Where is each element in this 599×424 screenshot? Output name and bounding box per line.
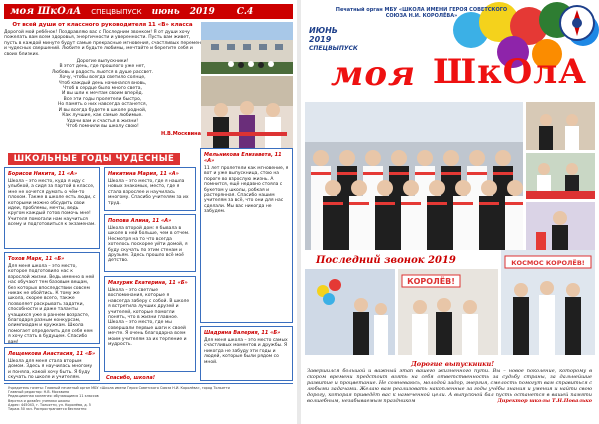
wish-text: Дорогой мой ребёнок! Поздравляю вас с Последним звонком! Я от души хочу пожелать вам всем здоровья, энергичности и уверенности. Пусть вам живет, пусть в каждой минуте будут самые прекрасные мгновения, счастливых перемен и чудесных свершений. Любите и будьте любимы, мечтайте и берегите себя и своих близких.: [4, 30, 201, 57]
imprint-lines: [8, 386, 289, 411]
issue-month: ИЮНЬ: [309, 26, 338, 35]
graduate-sash: [323, 202, 343, 205]
side-photo-3-image: [526, 202, 595, 250]
card-popova: [104, 214, 196, 272]
card-text: Школа – это место, куда я иду с улыбкой, а сидя за партой в классе, мне не хочется думать о чём-то плохом. Также в школе есть люди, с которыми можно обсудить свои идеи, проблемы, мечты, ведь кругом каждый готов помочь мне! Учителя помогали нам научиться всему и подготовиться к экзаменам.: [8, 179, 96, 228]
graduates-group-image: [305, 102, 523, 250]
graduate-head: [391, 150, 407, 166]
imprint: [4, 383, 293, 421]
card-tokhov: [4, 252, 100, 344]
message-text: Завершился большой и важный этап вашего жизненного пути. Вы – новое поколение, которому в скором времени предстоит взять на себя ответственность за судьбу страны, за дальнейшие развитие и процветание. Не сомневаюсь, молодой задор, энергия, смелость помогут вам справиться с любыми задачами. Желаю вам реализовать накопленные за годы учёбы знания и умения и найти свою дорогу, которая приведёт вас к намеченной цели. А выпускной бал пусть останется в вашей памяти волшебным, незабываемым праздником: [307, 368, 592, 404]
masthead: [331, 46, 599, 106]
graduate-head: [455, 180, 471, 196]
bottom-photo-3-image: [501, 250, 595, 355]
graduate-sash: [401, 202, 421, 205]
card-leshchenkova: [4, 347, 100, 381]
bottom-photo-1-image: [305, 269, 395, 355]
right-page: [301, 0, 599, 424]
graduate-sash: [441, 172, 461, 175]
photo-bottom-1: [305, 269, 395, 355]
last-bell-title: Последний звонок 2019: [316, 255, 456, 266]
graduate-sash: [479, 202, 499, 205]
card-text: Школа – это светлые воспоминания, которые я навсегда заберу с собой. В школе я встретила лучших друзей и учителей, которые помогли понять, что в жизни главное. Школа – это место, где мы совершали первые шаги к своей мечте. Я очень благодарна всем моим учителям за их терпение и мудрость.: [108, 288, 190, 348]
banner-kosmos: КОСМОС КОРОЛЁВ!: [511, 259, 585, 267]
imprint-line: Главный редактор: Н.В. Москвина: [8, 390, 70, 395]
bottom-photo-2-image: [398, 269, 498, 355]
photo-side-2: [526, 153, 595, 199]
card-name: Тохов Марк, 11 «Б»: [8, 256, 65, 262]
left-header: [4, 4, 293, 19]
graduate-sash: [337, 172, 357, 175]
poem-line: И вы всегда будете в школе родной,: [58, 107, 147, 113]
imprint-line: Учредитель газеты: Главный печатный орган МБУ «Школа имени Героя Советского Союза Н.И. Королёва», город Тольятти: [8, 386, 230, 390]
graduate-head: [339, 150, 355, 166]
card-text: Для меня школа – это место самых счастливых моментов и дружбы. Я никогда не забуду эти годы и людей, которые были рядом со мной.: [204, 338, 288, 365]
poem-line: Дорогие выпускники!: [76, 59, 129, 65]
graduate-sash: [427, 202, 447, 205]
imprint-line: Адрес: 445043, г. Тольятти, ул. Королёва, д. 5: [8, 402, 91, 407]
graduate-head: [313, 150, 329, 166]
card-name: Мазурик Екатерина, 11 «Б»: [108, 280, 188, 286]
graduate-sash: [375, 202, 395, 205]
issue-year: 2019: [309, 35, 332, 44]
card-text: 11 лет пролетели как мгновение, я вот и уже выпускница, стою на пороге во взрослую жизнь. А помнится, ещё недавно стояла с букетом у школы, робкая и растерянная. Спасибо нашим учителям за всё, что они для нас сделали. Мы вас никогда не забудем.: [204, 166, 289, 215]
poem-line: Чтоб в сердце было много света,: [63, 86, 142, 92]
graduate-sash: [453, 202, 473, 205]
organ-line: Печатный орган МБУ «ШКОЛА ИМЕНИ ГЕРОЯ СОВЕТСКОГО СОЮЗА Н.И. КОРОЛЁВА»: [335, 7, 508, 19]
photo-bottom-3: [501, 250, 595, 355]
banner-korolev: КОРОЛЁВ!: [407, 277, 455, 286]
card-mazurik: [104, 276, 196, 372]
header-month: июнь: [151, 6, 180, 17]
poem-line: Удачи вам и счастья в жизни!: [66, 118, 139, 124]
imprint-line: Верстка и дизайн: ученики школы: [8, 398, 70, 403]
left-page: [0, 0, 297, 424]
card-text: Школа для меня стала вторым домом. Здесь я научилась многому и поняла, какой хочу быть. Я буду скучать по школе и учителям.: [8, 359, 93, 381]
poem-line: Хочу, чтобы всегда светило солнце,: [59, 75, 146, 81]
header-page: С.4: [236, 6, 254, 17]
school-building-image: [201, 22, 293, 74]
graduate-sash: [493, 172, 513, 175]
graduate-head: [351, 180, 367, 196]
card-nikitina: [104, 167, 196, 211]
director-signature: Директор школы Т.Н.Повалько: [497, 398, 592, 404]
section-band: ШКОЛЬНЫЕ ГОДЫ ЧУДЕСНЫЕ: [8, 153, 180, 165]
graduate-head: [469, 150, 485, 166]
card-borisov: [4, 167, 100, 249]
poem-line: Чтоб каждый день начинался вновь,: [58, 80, 147, 86]
poem-line: В этот день, где прошлого уже нет,: [59, 64, 146, 70]
graduate-sash: [467, 172, 487, 175]
card-melnikova: [200, 148, 293, 323]
card-shadrina: [200, 326, 293, 381]
director-message: [307, 368, 592, 404]
graduate-sash: [415, 172, 435, 175]
graduate-head: [365, 150, 381, 166]
poem-line: Как лучшие, как самые любимые.: [62, 113, 143, 119]
school-emblem-icon: [559, 4, 595, 42]
wish-poem: [4, 59, 201, 129]
graduate-sash: [363, 172, 383, 175]
imprint-line: Тираж 50 экз. Распространяется бесплатно: [8, 407, 87, 412]
graduate-sash: [311, 172, 331, 175]
photo-teacher-students: [201, 76, 293, 148]
greeting: Дорогие выпускники!: [411, 360, 495, 368]
photo-bottom-2: [398, 269, 498, 355]
card-text: Для меня школа – это место, которое подготовило нас к взрослой жизни. Ведь именно в ней нас обучают тем базовым вещам, без которых впоследствии совсем никак не обойтись. К тому же школа, скорее всего, также позволяет раскрывать задатки, способности и даже таланты учащихся уже в раннем возрасте, благодаря разным конкурсам, олимпиадам и кружкам. Школа помогает определить для себя кем я хочу стать в будущем. Спасибо вам!: [8, 264, 95, 345]
header-title: моя ШкОлА: [10, 6, 82, 17]
card-name: Шадрина Валерия, 11 «Б»: [204, 330, 281, 336]
poem-line: И вы шли к мечтам своим вперёд.: [61, 91, 144, 97]
side-photo-2-image: [526, 153, 595, 199]
poem-line: Все эти годы пролетели быстро,: [63, 96, 142, 102]
wish-signature: Н.В.Москвина: [160, 131, 201, 138]
poem-line: Чтоб помнили вы школу свою!: [66, 123, 139, 129]
card-text: Школа второй дом: я бывала в школе в ней больше, чем в отчем. Несмотря на то что всегда хотелось поскорее уйти домой, я буду скучать по этим стенам и друзьям. Здесь прошло всё моё детство.: [108, 226, 190, 264]
card-name: Мельникова Елизавета, 11 «А»: [204, 152, 282, 164]
masthead-word-2: ШкОлА: [433, 52, 587, 92]
graduate-sash: [349, 202, 369, 205]
graduate-head: [481, 180, 497, 196]
graduate-head: [507, 180, 523, 196]
photo-graduates-group: [305, 102, 523, 250]
card-name: Борисов Никита, 11 «А»: [8, 171, 78, 177]
graduate-head: [325, 180, 341, 196]
photo-school-building: [201, 22, 293, 74]
photo-side-1: [526, 102, 595, 150]
poem-line: Но память о них навсегда останется,: [57, 102, 148, 108]
card-name: Лещенкова Анастасия, 11 «Б»: [8, 351, 96, 357]
poem-line: Любовь и радость льются в душе рассвет.: [51, 69, 154, 75]
graduate-head: [417, 150, 433, 166]
teacher-wish: [4, 22, 201, 148]
card-name: Попова Алина, 11 «А»: [108, 218, 172, 224]
graduate-sash: [389, 172, 409, 175]
graduate-sash: [505, 202, 523, 205]
graduate-head: [495, 150, 511, 166]
graduate-head: [403, 180, 419, 196]
card-name: Никитина Мария, 11 «А»: [108, 171, 179, 177]
photo-side-3: [526, 202, 595, 250]
masthead-word-1: моя: [331, 54, 417, 94]
side-photo-1-image: [526, 102, 595, 150]
graduate-head: [443, 150, 459, 166]
graduate-head: [429, 180, 445, 196]
graduate-head: [377, 180, 393, 196]
card-text: Школа – это место, где я нашла новых знакомых, место, где я стала взрослее и научилась многому. Спасибо учителям за их труд.: [108, 179, 189, 206]
end-note: Спасибо, школа!: [106, 375, 155, 381]
issue-kind: СПЕЦВЫПУСК: [309, 45, 358, 52]
imprint-line: Редакционная коллегия: обучающиеся 11 классов: [8, 394, 99, 399]
wish-title: От всей души от классного руководителя 11 «В» класса: [12, 22, 193, 28]
teacher-students-image: [201, 76, 293, 148]
header-year: 2019: [189, 6, 215, 17]
header-kind: СПЕЦВЫПУСК: [91, 7, 142, 16]
